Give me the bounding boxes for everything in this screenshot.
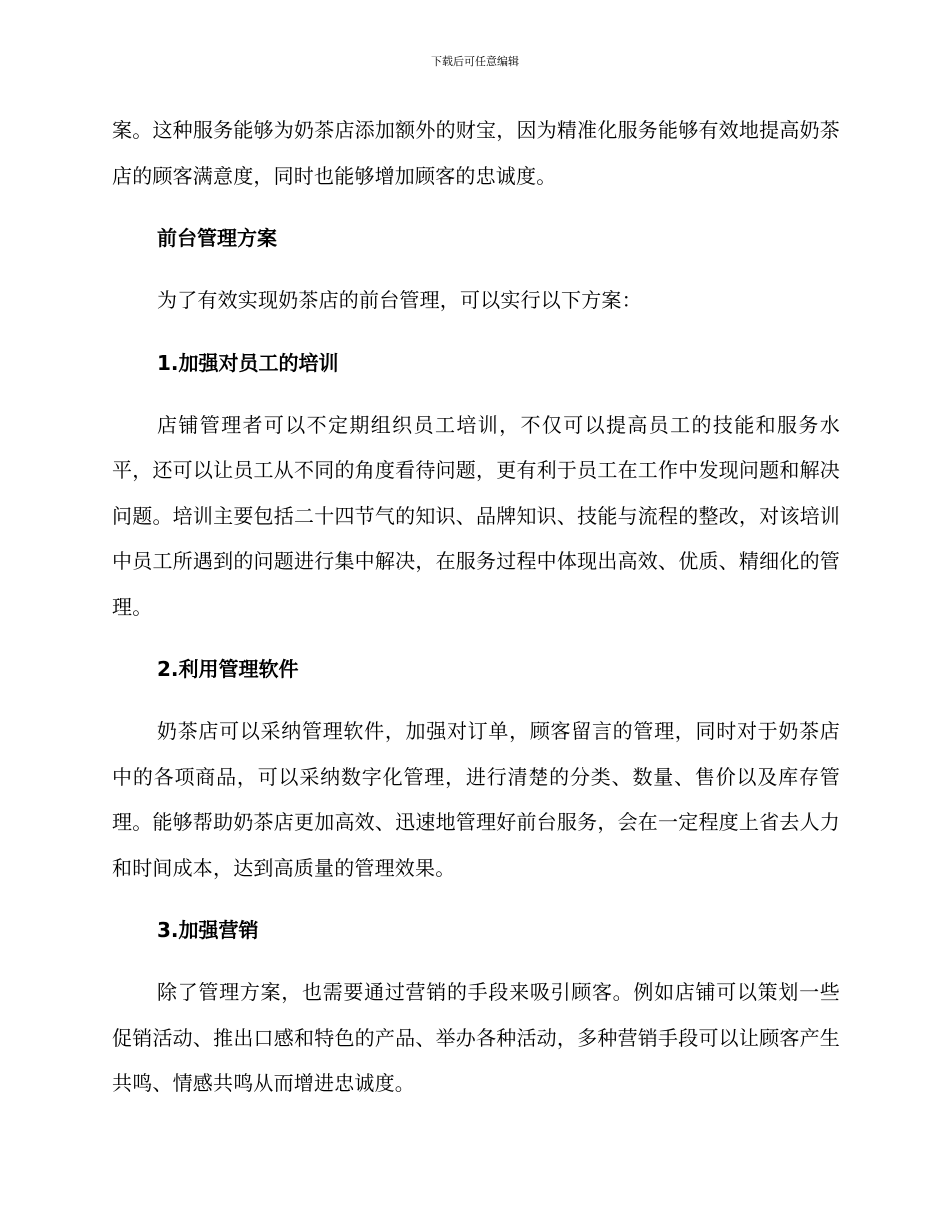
paragraph-software: 奶茶店可以采纳管理软件，加强对订单，顾客留言的管理，同时对于奶茶店中的各项商品，可以采纳数字化管理，进行清楚的分类、数量、售价以及库存管理。能够帮助奶茶店更加高效、迅速地管理好前台服务，会在一定程度上省去人力和时间成本，达到高质量的管理效果。 <box>112 719 840 880</box>
paragraph-training: 店铺管理者可以不定期组织员工培训，不仅可以提高员工的技能和服务水平，还可以让员工从不同的角度看待问题，更有利于员工在工作中发现问题和解决问题。培训主要包括二十四节气的知识、品牌知识、技能与流程的整改，对该培训中员工所遇到的问题进行集中解决，在服务过程中体现出高效、优质、精细化的管理。 <box>112 412 840 619</box>
subheading-training: 1.加强对员工的培训 <box>157 350 339 375</box>
subheading-marketing: 3.加强营销 <box>157 918 259 942</box>
document-body <box>112 108 840 1107</box>
page-header: 下载后可任意编辑 <box>431 55 519 68</box>
subheading-software: 2.利用管理软件 <box>157 657 299 681</box>
paragraph-continuation: 案。这种服务能够为奶茶店添加额外的财宝，因为精准化服务能够有效地提高奶茶店的顾客满意度，同时也能够增加顾客的忠诚度。 <box>112 118 840 188</box>
paragraph-marketing: 除了管理方案，也需要通过营销的手段来吸引顾客。例如店铺可以策划一些促销活动、推出口感和特色的产品、举办各种活动，多种营销手段可以让顾客产生共鸣、情感共鸣从而增进忠诚度。 <box>112 980 840 1095</box>
section-heading-front-desk: 前台管理方案 <box>157 226 277 250</box>
paragraph-intro: 为了有效实现奶茶店的前台管理，可以实行以下方案： <box>157 288 642 312</box>
